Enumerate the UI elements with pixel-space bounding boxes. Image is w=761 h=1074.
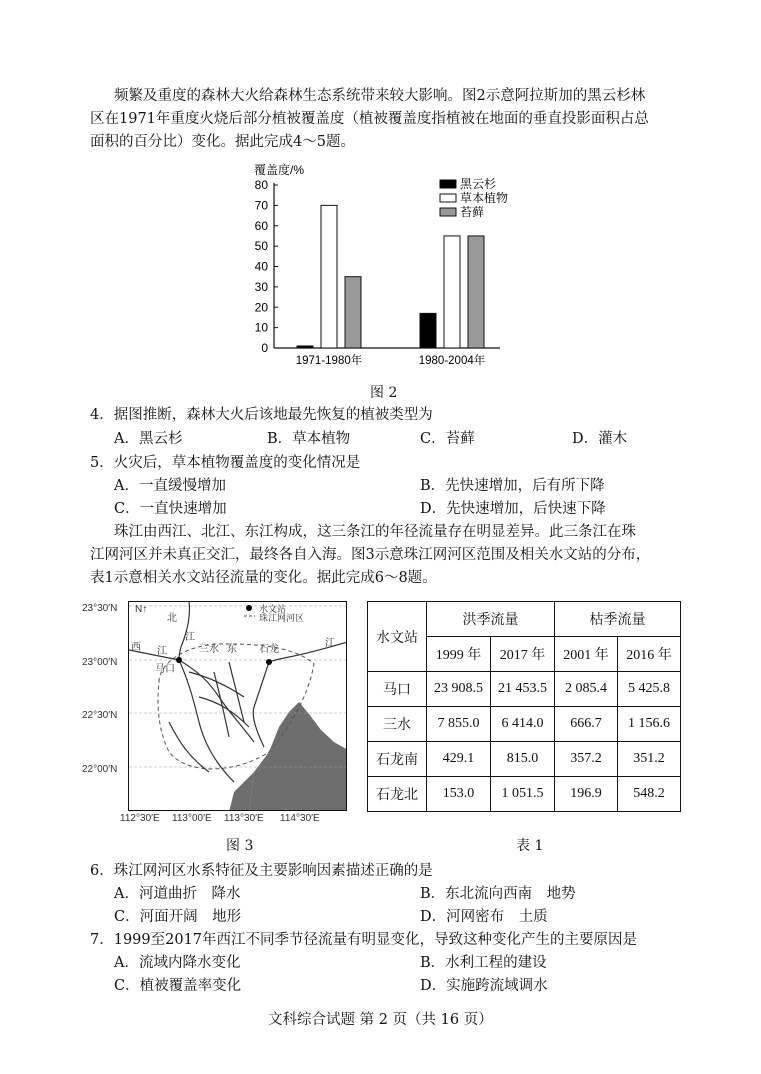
- y-tick-label: 30: [254, 279, 268, 294]
- q6-option-c: C．河面开阔 地形: [114, 909, 242, 925]
- figure-2-caption: 图 2: [370, 385, 398, 401]
- bar: [444, 236, 460, 348]
- y-tick-label: 0: [261, 341, 268, 355]
- legend-station-symbol: [246, 605, 252, 611]
- station-name: 石龙北: [368, 777, 427, 812]
- station-name: 三水: [368, 707, 427, 742]
- intro2-line-2: 江网河区并未真正交汇，最终各自入海。图3示意珠江网河区范围及相关水文站的分布，: [90, 547, 651, 563]
- x-tick-label: 1971-1980年: [295, 355, 363, 367]
- intro1-line-2: 区在1971年重度火烧后部分植被覆盖度（植被覆盖度指植被在地面的垂直投影面积占总: [90, 111, 649, 127]
- y-tick-label: 60: [254, 218, 268, 233]
- table-cell: 6 414.0: [491, 707, 555, 742]
- table-cell: 23 908.5: [427, 672, 491, 707]
- lat-label-4: 22°00′N: [82, 764, 118, 775]
- q4-option-a: A．黑云杉: [114, 431, 183, 447]
- q6-stem: 6．珠江网河区水系特征及主要影响因素描述正确的是: [90, 863, 433, 879]
- lat-label-1: 23°30′N: [82, 603, 118, 614]
- y-tick-label: 40: [254, 259, 268, 274]
- place-sanshui: 三水: [199, 644, 219, 655]
- place-xi: 西: [131, 642, 141, 653]
- lat-label-2: 23°00′N: [82, 657, 118, 668]
- table-cell: 2 085.4: [555, 672, 618, 707]
- bar: [468, 236, 484, 348]
- intro1-line-3: 面积的百分比）变化。据此完成4～5题。: [90, 134, 355, 150]
- table-cell: 1 156.6: [618, 707, 681, 742]
- bar: [321, 205, 337, 348]
- lon-label-1: 112°30′E: [120, 813, 160, 824]
- station-header: 水文站: [368, 602, 427, 672]
- q7-option-b: B．水利工程的建设: [420, 955, 547, 971]
- figure-3-caption: 图 3: [226, 838, 254, 854]
- place-bei: 北: [167, 613, 177, 624]
- station-name: 马口: [368, 672, 427, 707]
- x-tick-label: 1980-2004年: [418, 355, 486, 367]
- intro2-line-3: 表1示意相关水文站径流量的变化。据此完成6～8题。: [90, 570, 437, 586]
- q4-option-b: B．草本植物: [267, 431, 351, 447]
- table-row: [368, 742, 681, 777]
- place-jiang-2: 江: [157, 646, 167, 657]
- y-axis-label: 覆盖度/%: [254, 163, 305, 177]
- y-tick-label: 20: [254, 300, 268, 315]
- table-cell: 153.0: [427, 777, 491, 812]
- q4-option-d: D．灌木: [572, 431, 628, 447]
- place-dong: 东: [227, 644, 237, 655]
- q6-option-a: A．河道曲折 降水: [114, 886, 241, 902]
- table-row: [368, 777, 681, 812]
- flood-season-header: 洪季流量: [427, 602, 555, 637]
- bar: [420, 313, 436, 348]
- lon-label-2: 113°00′E: [172, 813, 212, 824]
- q5-option-c: C．一直快速增加: [114, 501, 227, 517]
- q7-option-c: C．植被覆盖率变化: [114, 978, 242, 994]
- bar: [297, 346, 313, 348]
- table-cell: 429.1: [427, 742, 491, 777]
- map-drawing: [129, 602, 347, 811]
- figure-2-bar-chart: [240, 160, 540, 370]
- q5-option-b: B．先快速增加，后有所下降: [420, 478, 605, 494]
- north-arrow: N↑: [135, 604, 148, 615]
- table-cell: 666.7: [555, 707, 618, 742]
- y-tick-label: 10: [254, 320, 268, 335]
- figure-3-map: [128, 601, 347, 811]
- year-header: 2017 年: [491, 637, 555, 672]
- table-cell: 196.9: [555, 777, 618, 812]
- table-cell: 357.2: [555, 742, 618, 777]
- table-cell: 351.2: [618, 742, 681, 777]
- legend-area-label: 珠江网河区: [259, 613, 305, 623]
- table-row: [368, 707, 681, 742]
- station-makou: [176, 657, 182, 663]
- legend-label: 黑云杉: [460, 177, 497, 191]
- legend-swatch: [440, 180, 456, 188]
- table-cell: 1 051.5: [491, 777, 555, 812]
- q7-stem: 7．1999至2017年西江不同季节径流量有明显变化，导致这种变化产生的主要原因是: [90, 932, 638, 948]
- legend-swatch: [440, 208, 456, 216]
- y-tick-label: 50: [254, 239, 268, 254]
- lat-label-3: 22°30′N: [82, 710, 118, 721]
- place-makou: 马口: [155, 664, 175, 675]
- table-cell: 815.0: [491, 742, 555, 777]
- intro2-line-1: 珠江由西江、北江、东江构成，这三条江的年径流量存在明显差异。此三条江在珠: [114, 524, 636, 540]
- y-tick-label: 80: [254, 178, 268, 192]
- page-footer: 文科综合试题 第 2 页（共 16 页）: [268, 1012, 493, 1028]
- year-header: 2001 年: [555, 637, 618, 672]
- q4-stem: 4．据图推断，森林大火后该地最先恢复的植被类型为: [90, 407, 433, 423]
- q7-option-a: A．流域内降水变化: [114, 955, 241, 971]
- q6-option-b: B．东北流向西南 地势: [420, 886, 576, 902]
- place-jiang-3: 江: [325, 638, 335, 649]
- bar: [345, 277, 361, 348]
- legend-label: 草本植物: [460, 191, 509, 205]
- year-header: 1999 年: [427, 637, 491, 672]
- lon-label-3: 113°30′E: [224, 813, 264, 824]
- legend-swatch: [440, 194, 456, 202]
- table-cell: 5 425.8: [618, 672, 681, 707]
- station-name: 石龙南: [368, 742, 427, 777]
- q5-option-a: A．一直缓慢增加: [114, 478, 226, 494]
- q6-option-d: D．河网密布 土质: [420, 909, 548, 925]
- y-tick-label: 70: [254, 198, 268, 213]
- table-1: [367, 601, 681, 812]
- q4-option-c: C．苔藓: [420, 431, 475, 447]
- table-cell: 21 453.5: [491, 672, 555, 707]
- year-header: 2016 年: [618, 637, 681, 672]
- table-cell: 7 855.0: [427, 707, 491, 742]
- q5-stem: 5．火灾后，草本植物覆盖度的变化情况是: [90, 455, 361, 471]
- dry-season-header: 枯季流量: [555, 602, 681, 637]
- table-row: [368, 672, 681, 707]
- table-cell: 548.2: [618, 777, 681, 812]
- place-shilong: 石龙: [259, 644, 279, 655]
- intro1-line-1: 频繁及重度的森林大火给森林生态系统带来较大影响。图2示意阿拉斯加的黑云杉林: [114, 88, 646, 104]
- lon-label-4: 114°30′E: [280, 813, 320, 824]
- station-shilong: [266, 659, 272, 665]
- sea-area: [249, 702, 347, 811]
- place-jiang-1: 江: [185, 632, 195, 643]
- table-1-caption: 表 1: [516, 838, 544, 854]
- q7-option-d: D．实施跨流域调水: [420, 978, 548, 994]
- legend-station-label: 水文站: [259, 604, 287, 614]
- q5-option-d: D．先快速增加，后快速下降: [420, 501, 606, 517]
- legend-label: 苔藓: [460, 205, 485, 219]
